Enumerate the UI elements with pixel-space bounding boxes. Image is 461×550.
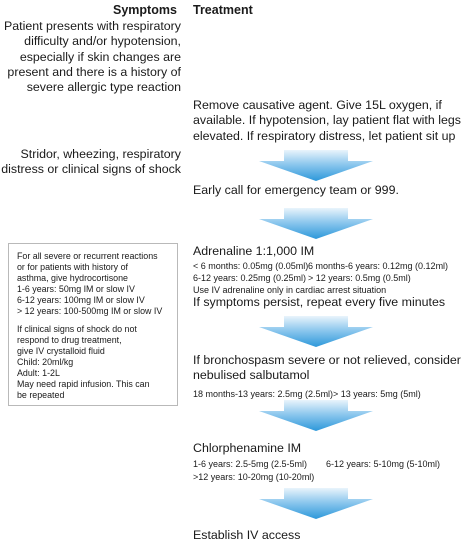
symptom-allergic-reaction: Patient presents with respiratory difficulty and/or hypotension, especially if skin changes are present and there is a history of severe allergic type reaction <box>4 19 181 95</box>
chlorphenamine-dose-1-6-years: 1-6 years: 2.5-5mg (2.5-5ml) <box>193 459 308 469</box>
step-remove-agent: Remove causative agent. Give 15L oxygen, if available. If hypotension, lay patient flat with legs elevated. If respiratory distress, let patient sit up <box>193 98 461 143</box>
salbutamol-dose-18-months-13-years: 18 months-13 years: 2.5mg (2.5ml) <box>193 389 334 399</box>
adrenaline-dose-over-12-years: > 12 years: 0.5mg (0.5ml) <box>308 273 411 283</box>
chlorphenamine-title: Chlorphenamine IM <box>193 441 302 455</box>
flow-arrow-down-icon <box>259 400 373 431</box>
symptom-stridor-shock: Stridor, wheezing, respiratory distress or clinical signs of shock <box>1 147 181 177</box>
adrenaline-repeat-note: If symptoms persist, repeat every five minutes <box>193 295 446 309</box>
fluid-note: If clinical signs of shock do not respond to drug treatment, give IV crystalloid fluid Child: 20ml/kg Adult: 1-2L May need rapid infusion. This can be repeated <box>17 323 150 401</box>
adrenaline-dose-6-months-6-years: 6 months-6 years: 0.12mg (0.12ml) <box>308 261 449 271</box>
flow-arrow-down-icon <box>259 208 373 239</box>
hydrocortisone-note: For all severe or recurrent reactions or for patients with history of asthma, give hydrocortisone 1-6 years: 50mg IM or slow IV 6-12 years: 100mg IM or slow IV > 12 years: 100-500mg IM or slow IV <box>17 251 163 317</box>
treatment-header: Treatment <box>193 3 253 17</box>
flow-arrow-down-icon <box>259 488 373 519</box>
flow-arrow-down-icon <box>259 150 373 181</box>
step-establish-iv-access: Establish IV access <box>193 528 301 542</box>
salbutamol-title: If bronchospasm severe or not relieved, consider nebulised salbutamol <box>193 353 461 383</box>
adrenaline-dose-6-12-years: 6-12 years: 0.25mg (0.25ml) <box>193 273 307 283</box>
adrenaline-dose-under-6-months: < 6 months: 0.05mg (0.05ml) <box>193 261 309 271</box>
chlorphenamine-dose-over-12-years: >12 years: 10-20mg (10-20ml) <box>193 472 315 482</box>
step-early-call: Early call for emergency team or 999. <box>193 183 399 197</box>
adrenaline-iv-note: Use IV adrenaline only in cardiac arrest situation <box>193 285 387 295</box>
symptoms-header: Symptoms <box>113 3 177 17</box>
chlorphenamine-dose-6-12-years: 6-12 years: 5-10mg (5-10ml) <box>326 459 441 469</box>
hydrocortisone-fluid-note-box <box>8 243 178 406</box>
adrenaline-title: Adrenaline 1:1,000 IM <box>193 244 315 258</box>
flow-arrow-down-icon <box>259 316 373 347</box>
salbutamol-dose-over-13-years: > 13 years: 5mg (5ml) <box>333 389 421 399</box>
